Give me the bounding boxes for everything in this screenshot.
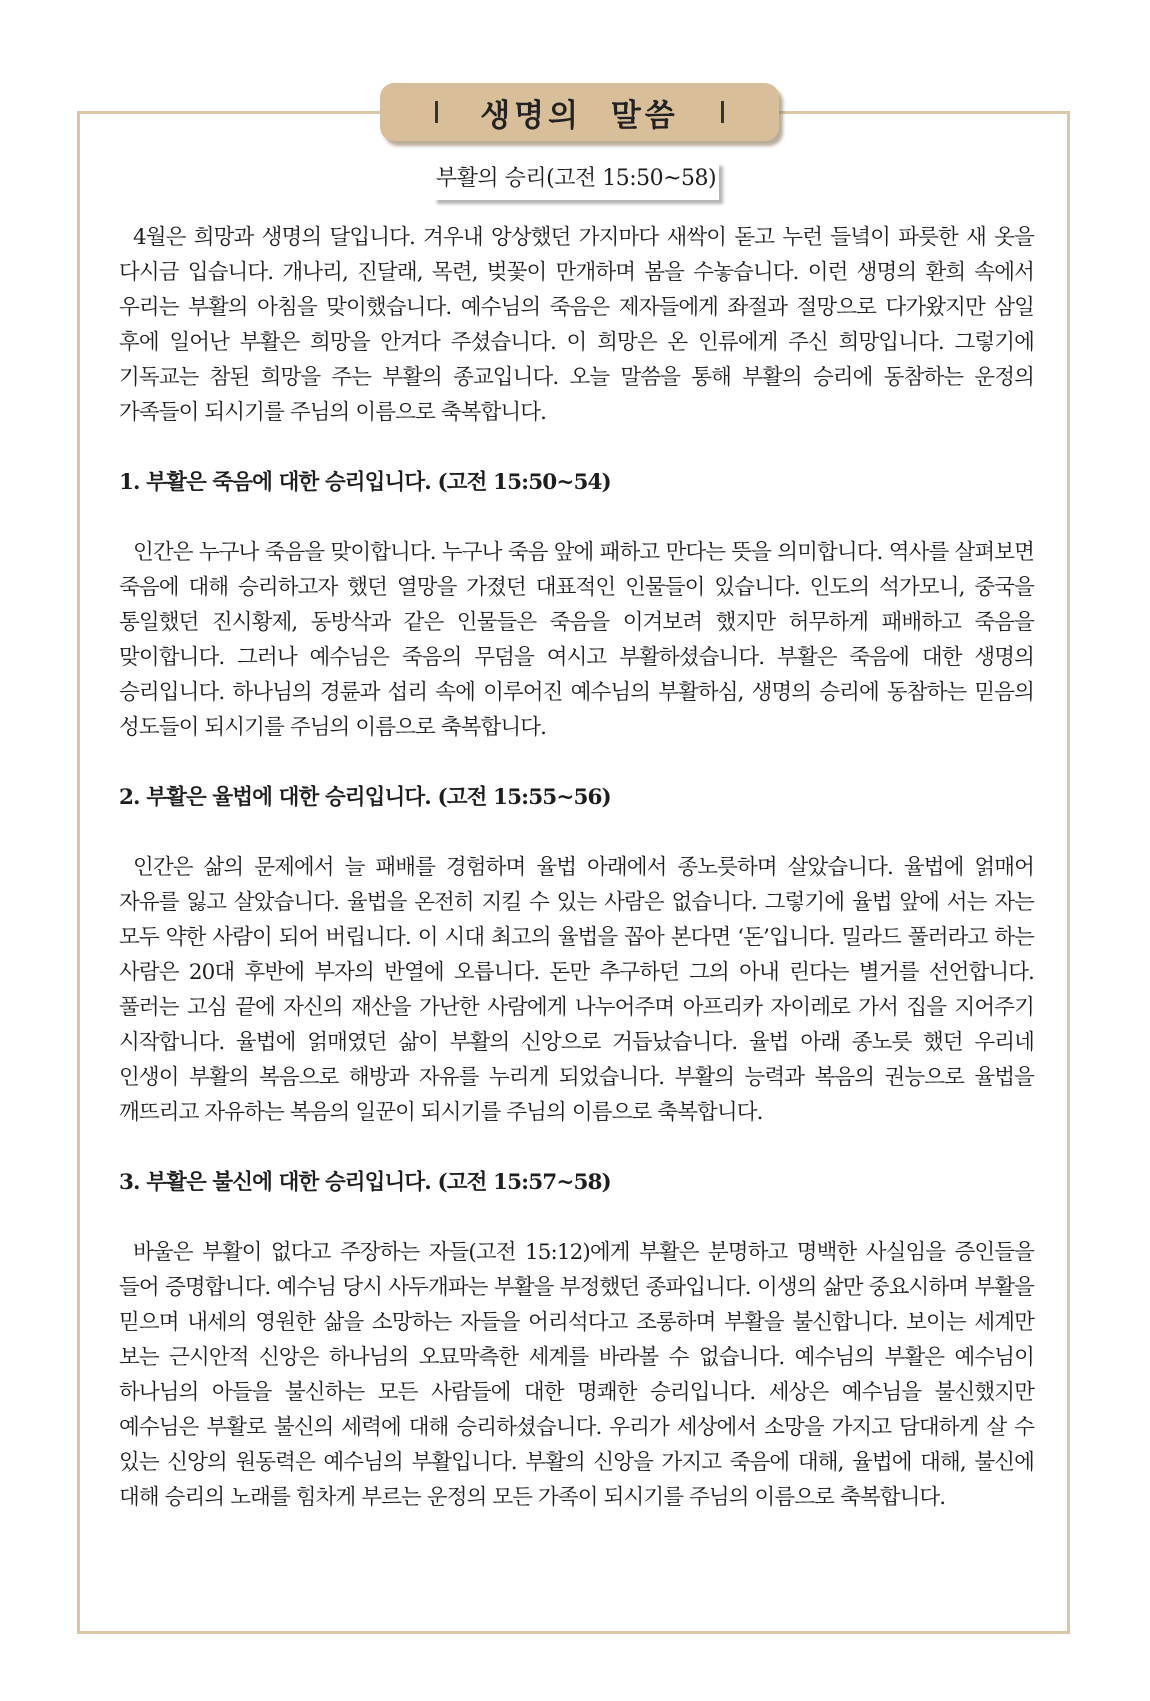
section-1-heading: 1. 부활은 죽음에 대한 승리입니다. (고전 15:50~54) — [119, 470, 611, 495]
section-1-paragraph: 인간은 누구나 죽음을 맞이합니다. 누구나 죽음 앞에 패하고 만다는 뜻을 의미합니다. 역사를 살펴보면 죽음에 대해 승리하고자 했던 열망을 가졌던 대표적인 인물들이 있습니다. 인도의 석가모니, 중국을 통일했던 진시황제, 동방삭과 같은 인물들은 죽음을 이겨보려 했지만 허무하게 패배하고 죽음을 맞이합니다. 그러나 예수님은 죽음의 무덤을 여시고 부활하셨습니다. 부활은 죽음에 대한 생명의 승리입니다. 하나님의 경륜과 섭리 속에 이루어진 예수님의 부활하심, 생명의 승리에 동참하는 믿음의 성도들이 되시기를 주님의 이름으로 축복합니다. — [119, 540, 1034, 740]
page-title: 생명의 말씀 — [480, 97, 679, 134]
section-2-heading: 2. 부활은 율법에 대한 승리입니다. (고전 15:55~56) — [119, 785, 611, 810]
section-3-paragraph: 바울은 부활이 없다고 주장하는 자들(고전 15:12)에게 부활은 분명하고 명백한 사실임을 증인들을 들어 증명합니다. 예수님 당시 사두개파는 부활을 부정했던 종파입니다. 이생의 삶만 중요시하며 부활을 믿으며 내세의 영원한 삶을 소망하는 자들을 어리석다고 조롱하며 부활을 불신합니다. 보이는 세계만 보는 근시안적 신앙은 하나님의 오묘막측한 세계를 바라볼 수 없습니다. 예수님의 부활은 예수님이 하나님의 아들을 불신하는 모든 사람들에 대한 명쾌한 승리입니다. 세상은 예수님을 불신했지만 예수님은 부활로 불신의 세력에 대해 승리하셨습니다. 우리가 세상에서 소망을 가지고 담대하게 살 수 있는 신앙의 원동력은 예수님의 부활입니다. 부활의 신앙을 가지고 죽음에 대해, 율법에 대해, 불신에 대해 승리의 노래를 힘차게 부르는 운정의 모든 가족이 되시기를 주님의 이름으로 축복합니다. — [119, 1240, 1034, 1510]
section-3-heading: 3. 부활은 불신에 대한 승리입니다. (고전 15:57~58) — [119, 1170, 611, 1195]
sermon-subtitle: 부활의 승리(고전 15:50~58) — [433, 162, 719, 200]
title-bar-right-decoration — [721, 101, 724, 123]
title-bar-left-decoration — [435, 101, 438, 123]
intro-paragraph: 4월은 희망과 생명의 달입니다. 겨우내 앙상했던 가지마다 새싹이 돋고 누런 들녘이 파릇한 새 옷을 다시금 입습니다. 개나리, 진달래, 목련, 벚꽃이 만개하며 봄을 수놓습니다. 이런 생명의 환희 속에서 우리는 부활의 아침을 맞이했습니다. 예수님의 죽음은 제자들에게 좌절과 절망으로 다가왔지만 삼일 후에 일어난 부활은 희망을 안겨다 주셨습니다. 이 희망은 온 인류에게 주신 희망입니다. 그렇기에 기독교는 참된 희망을 주는 부활의 종교입니다. 오늘 말씀을 통해 부활의 승리에 동참하는 운정의 가족들이 되시기를 주님의 이름으로 축복합니다. — [119, 225, 1034, 425]
sermon-body — [119, 220, 1034, 1515]
title-banner — [380, 83, 779, 141]
section-2-paragraph: 인간은 삶의 문제에서 늘 패배를 경험하며 율법 아래에서 종노릇하며 살았습니다. 율법에 얽매어 자유를 잃고 살았습니다. 율법을 온전히 지킬 수 있는 사람은 없습니다. 그렇기에 율법 앞에 서는 자는 모두 약한 사람이 되어 버립니다. 이 시대 최고의 율법을 꼽아 본다면 ‘돈’입니다. 밀라드 풀러라고 하는 사람은 20대 후반에 부자의 반열에 오릅니다. 돈만 추구하던 그의 아내 린다는 별거를 선언합니다. 풀러는 고심 끝에 자신의 재산을 가난한 사람에게 나누어주며 아프리카 자이레로 가서 집을 지어주기 시작합니다. 율법에 얽매였던 삶이 부활의 신앙으로 거듭났습니다. 율법 아래 종노릇 했던 우리네 인생이 부활의 복음으로 해방과 자유를 누리게 되었습니다. 부활의 능력과 복음의 권능으로 율법을 깨뜨리고 자유하는 복음의 일꾼이 되시기를 주님의 이름으로 축복합니다. — [119, 855, 1034, 1125]
